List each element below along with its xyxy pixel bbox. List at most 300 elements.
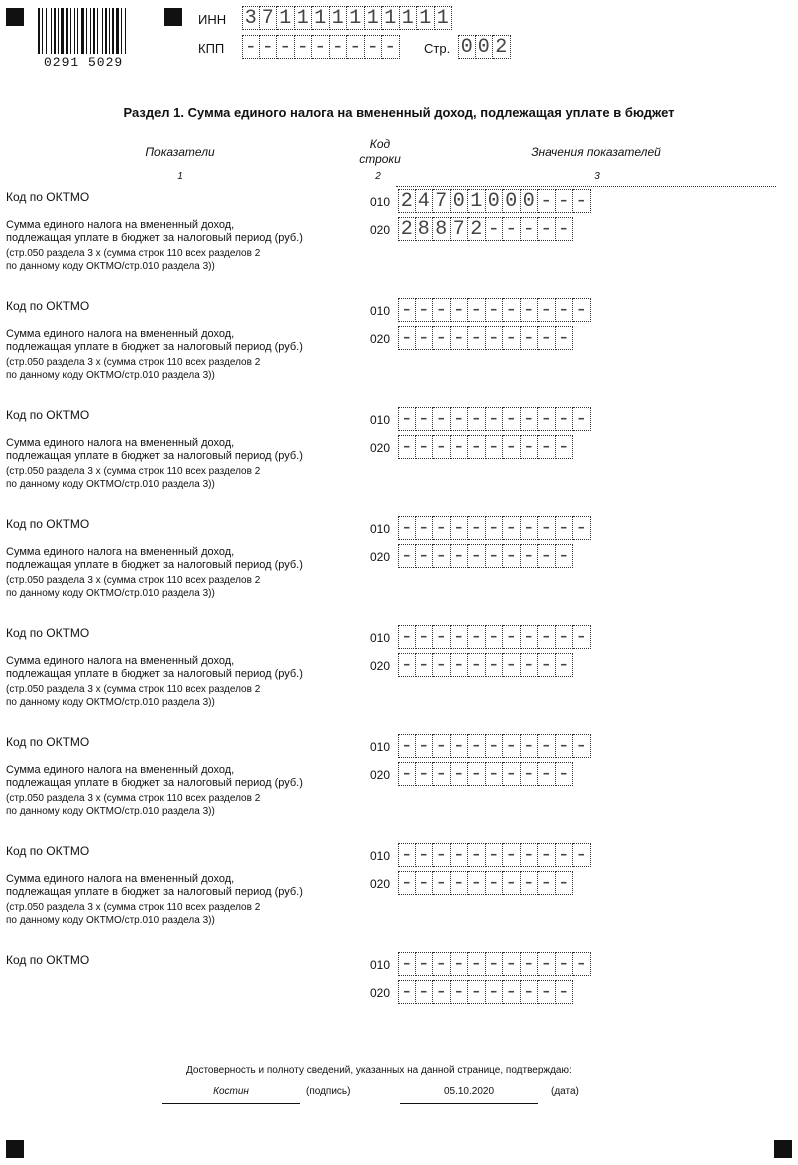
char-cell: - [556, 871, 574, 895]
row-code-020: 020 [370, 223, 391, 237]
char-cell: 0 [521, 189, 539, 213]
char-cell: - [521, 326, 539, 350]
char-cell: - [503, 407, 521, 431]
char-cell: - [451, 435, 469, 459]
char-cell: - [538, 653, 556, 677]
inn-label: ИНН [198, 12, 227, 27]
column-number-1: 1 [177, 171, 183, 182]
char-cell: - [573, 625, 591, 649]
char-cell: - [486, 326, 504, 350]
page-label: Стр. [424, 41, 451, 56]
char-cell: 1 [365, 6, 383, 30]
char-cell: - [416, 544, 434, 568]
sum-desc-line1: Сумма единого налога на вмененный доход, [6, 328, 235, 340]
sum-desc-line2: подлежащая уплате в бюджет за налоговый период (руб.) [6, 777, 303, 789]
char-cell: - [538, 762, 556, 786]
sum-desc-line1: Сумма единого налога на вмененный доход, [6, 764, 235, 776]
char-cell: - [468, 734, 486, 758]
char-cell: - [556, 653, 574, 677]
char-cell: - [398, 843, 416, 867]
char-cell: - [521, 625, 539, 649]
char-cell: - [451, 653, 469, 677]
sum-desc-line2: подлежащая уплате в бюджет за налоговый период (руб.) [6, 559, 303, 571]
sum-desc-line4: по данному коду ОКТМО/стр.010 раздела 3)) [6, 261, 215, 272]
char-cell: - [451, 544, 469, 568]
char-cell: - [468, 980, 486, 1004]
barcode-bar [61, 8, 64, 54]
tax-sum-field [398, 762, 573, 786]
char-cell: - [416, 326, 434, 350]
char-cell: - [573, 843, 591, 867]
char-cell: - [538, 952, 556, 976]
char-cell: - [521, 871, 539, 895]
char-cell: - [521, 298, 539, 322]
column-number-3: 3 [594, 171, 600, 182]
char-cell: 1 [347, 6, 365, 30]
char-cell: - [521, 952, 539, 976]
barcode-bar [46, 8, 47, 54]
char-cell: - [398, 298, 416, 322]
barcode-bar [121, 8, 122, 54]
char-cell: - [486, 762, 504, 786]
char-cell: 7 [451, 217, 469, 241]
column-number-2: 2 [375, 171, 381, 182]
sum-desc-line2: подлежащая уплате в бюджет за налоговый период (руб.) [6, 341, 303, 353]
row-code-010: 010 [370, 195, 391, 209]
char-cell: - [398, 762, 416, 786]
char-cell: - [277, 35, 295, 59]
barcode-bar [93, 8, 95, 54]
row-code-020: 020 [370, 550, 391, 564]
char-cell: 1 [295, 6, 313, 30]
barcode-bar [86, 8, 87, 54]
corner-marker-bottom-left [6, 1140, 24, 1158]
sum-desc-line2: подлежащая уплате в бюджет за налоговый период (руб.) [6, 450, 303, 462]
char-cell: - [416, 980, 434, 1004]
date-line [400, 1103, 538, 1104]
barcode [38, 8, 142, 58]
char-cell: - [538, 544, 556, 568]
oktmo-label: Код по ОКТМО [6, 735, 90, 749]
barcode-bar [54, 8, 56, 54]
char-cell: - [398, 980, 416, 1004]
char-cell: - [503, 544, 521, 568]
char-cell: - [398, 952, 416, 976]
tax-sum-field [398, 435, 573, 459]
char-cell: - [573, 407, 591, 431]
corner-marker-bottom-right [774, 1140, 792, 1158]
row-code-020: 020 [370, 768, 391, 782]
char-cell: - [260, 35, 278, 59]
oktmo-field [398, 625, 591, 649]
row-code-020: 020 [370, 877, 391, 891]
barcode-bars [38, 8, 142, 58]
char-cell: - [521, 217, 539, 241]
char-cell: 1 [330, 6, 348, 30]
row-code-020: 020 [370, 986, 391, 1000]
char-cell: - [486, 843, 504, 867]
char-cell: - [486, 544, 504, 568]
char-cell: - [398, 516, 416, 540]
char-cell: - [538, 843, 556, 867]
char-cell: - [503, 298, 521, 322]
char-cell: - [433, 435, 451, 459]
char-cell: - [330, 35, 348, 59]
char-cell: - [503, 625, 521, 649]
tax-sum-field [398, 980, 573, 1004]
char-cell: - [556, 980, 574, 1004]
confirmation-text: Достоверность и полноту сведений, указанных на данной странице, подтверждаю: [186, 1065, 572, 1076]
char-cell: - [521, 544, 539, 568]
char-cell: - [573, 516, 591, 540]
tax-sum-field [398, 217, 573, 241]
char-cell: - [365, 35, 383, 59]
char-cell: - [503, 734, 521, 758]
oktmo-label: Код по ОКТМО [6, 299, 90, 313]
char-cell: 0 [476, 35, 494, 59]
char-cell: - [503, 326, 521, 350]
row-code-020: 020 [370, 332, 391, 346]
char-cell: - [416, 952, 434, 976]
char-cell: - [556, 762, 574, 786]
char-cell: - [398, 326, 416, 350]
char-cell: - [451, 407, 469, 431]
char-cell: - [451, 516, 469, 540]
char-cell: 8 [433, 217, 451, 241]
oktmo-field [398, 843, 591, 867]
row-code-010: 010 [370, 958, 391, 972]
char-cell: - [538, 980, 556, 1004]
char-cell: - [573, 734, 591, 758]
char-cell: - [416, 625, 434, 649]
tax-sum-field [398, 653, 573, 677]
sum-desc-line1: Сумма единого налога на вмененный доход, [6, 873, 235, 885]
char-cell: - [486, 734, 504, 758]
char-cell: - [468, 871, 486, 895]
sum-desc-line1: Сумма единого налога на вмененный доход, [6, 219, 235, 231]
char-cell: 1 [400, 6, 418, 30]
char-cell: - [468, 435, 486, 459]
char-cell: - [503, 952, 521, 976]
char-cell: - [433, 544, 451, 568]
oktmo-field [398, 189, 591, 213]
sum-desc-line1: Сумма единого налога на вмененный доход, [6, 546, 235, 558]
barcode-bar [51, 8, 52, 54]
date-value: 05.10.2020 [443, 1086, 495, 1097]
barcode-bar [112, 8, 114, 54]
char-cell: - [556, 544, 574, 568]
char-cell: 1 [382, 6, 400, 30]
sum-desc-line4: по данному коду ОКТМО/стр.010 раздела 3)) [6, 806, 215, 817]
sum-desc-line2: подлежащая уплате в бюджет за налоговый период (руб.) [6, 668, 303, 680]
char-cell: - [416, 298, 434, 322]
char-cell: - [433, 843, 451, 867]
char-cell: 2 [468, 217, 486, 241]
char-cell: - [468, 625, 486, 649]
char-cell: - [556, 952, 574, 976]
char-cell: - [556, 298, 574, 322]
char-cell: - [538, 516, 556, 540]
sum-desc-line4: по данному коду ОКТМО/стр.010 раздела 3)) [6, 915, 215, 926]
char-cell: 0 [486, 189, 504, 213]
char-cell: 1 [312, 6, 330, 30]
row-code-010: 010 [370, 413, 391, 427]
char-cell: - [468, 516, 486, 540]
oktmo-field [398, 952, 591, 976]
char-cell: 1 [468, 189, 486, 213]
sum-desc-line3: (стр.050 раздела 3 х (сумма строк 110 всех разделов 2 [6, 248, 261, 259]
oktmo-field [398, 298, 591, 322]
char-cell: - [468, 653, 486, 677]
char-cell: 0 [458, 35, 476, 59]
barcode-bar [70, 8, 71, 54]
column-code-header-line2: строки [359, 152, 401, 166]
corner-marker-top-mid [164, 8, 182, 26]
char-cell: - [398, 407, 416, 431]
signature-caption: (подпись) [306, 1086, 351, 1097]
barcode-bar [125, 8, 126, 54]
sum-desc-line3: (стр.050 раздела 3 х (сумма строк 110 всех разделов 2 [6, 684, 261, 695]
char-cell: - [573, 298, 591, 322]
oktmo-label: Код по ОКТМО [6, 844, 90, 858]
char-cell: - [433, 734, 451, 758]
barcode-bar [109, 8, 110, 54]
char-cell: - [468, 762, 486, 786]
sum-desc-line2: подлежащая уплате в бюджет за налоговый период (руб.) [6, 886, 303, 898]
char-cell: - [468, 843, 486, 867]
char-cell: - [503, 871, 521, 895]
char-cell: - [556, 625, 574, 649]
char-cell: - [312, 35, 330, 59]
char-cell: - [486, 625, 504, 649]
signer-name: Костин [213, 1086, 249, 1097]
char-cell: - [503, 843, 521, 867]
char-cell: - [451, 734, 469, 758]
char-cell: - [521, 843, 539, 867]
char-cell: - [295, 35, 313, 59]
char-cell: - [486, 217, 504, 241]
sum-desc-line1: Сумма единого налога на вмененный доход, [6, 655, 235, 667]
row-code-010: 010 [370, 304, 391, 318]
char-cell: - [433, 980, 451, 1004]
char-cell: - [521, 516, 539, 540]
char-cell: - [416, 843, 434, 867]
char-cell: - [486, 407, 504, 431]
char-cell: - [416, 871, 434, 895]
char-cell: 0 [503, 189, 521, 213]
signature-line [162, 1103, 300, 1104]
char-cell: - [433, 516, 451, 540]
char-cell: - [468, 544, 486, 568]
oktmo-label: Код по ОКТМО [6, 626, 90, 640]
char-cell: - [242, 35, 260, 59]
char-cell: - [556, 326, 574, 350]
char-cell: 7 [260, 6, 278, 30]
barcode-bar [66, 8, 68, 54]
char-cell: 1 [417, 6, 435, 30]
char-cell: - [451, 843, 469, 867]
char-cell: - [556, 516, 574, 540]
char-cell: 2 [493, 35, 511, 59]
barcode-bar [105, 8, 107, 54]
sum-desc-line4: по данному коду ОКТМО/стр.010 раздела 3)) [6, 588, 215, 599]
char-cell: - [433, 326, 451, 350]
tax-sum-field [398, 544, 573, 568]
oktmo-label: Код по ОКТМО [6, 190, 90, 204]
sum-desc-line4: по данному коду ОКТМО/стр.010 раздела 3)) [6, 479, 215, 490]
char-cell: - [416, 734, 434, 758]
char-cell: - [451, 625, 469, 649]
tax-sum-field [398, 326, 573, 350]
char-cell: - [398, 653, 416, 677]
barcode-bar [102, 8, 103, 54]
barcode-bar [116, 8, 119, 54]
char-cell: - [433, 625, 451, 649]
char-cell: - [382, 35, 400, 59]
char-cell: - [556, 189, 574, 213]
char-cell: - [521, 762, 539, 786]
column-indicators-header: Показатели [145, 145, 215, 159]
char-cell: - [521, 734, 539, 758]
char-cell: - [486, 516, 504, 540]
oktmo-field [398, 516, 591, 540]
char-cell: - [433, 952, 451, 976]
char-cell: - [503, 762, 521, 786]
char-cell: - [433, 653, 451, 677]
char-cell: - [451, 762, 469, 786]
column-code-header-line1: Код [369, 137, 391, 151]
char-cell: - [347, 35, 365, 59]
char-cell: - [521, 980, 539, 1004]
char-cell: - [521, 435, 539, 459]
char-cell: - [451, 952, 469, 976]
char-cell: - [398, 871, 416, 895]
char-cell: - [503, 217, 521, 241]
section-title: Раздел 1. Сумма единого налога на вмененный доход, подлежащая уплате в бюджет [123, 105, 675, 120]
row-code-010: 010 [370, 740, 391, 754]
char-cell: - [538, 435, 556, 459]
char-cell: - [433, 871, 451, 895]
sum-desc-line3: (стр.050 раздела 3 х (сумма строк 110 всех разделов 2 [6, 575, 261, 586]
char-cell: - [433, 407, 451, 431]
kpp-field [242, 35, 400, 59]
char-cell: - [556, 843, 574, 867]
char-cell: - [538, 189, 556, 213]
column-values-header: Значения показателей [531, 145, 661, 159]
char-cell: - [433, 762, 451, 786]
barcode-bar [81, 8, 84, 54]
barcode-bar [42, 8, 43, 54]
char-cell: - [398, 435, 416, 459]
barcode-bar [77, 8, 78, 54]
sum-desc-line3: (стр.050 раздела 3 х (сумма строк 110 всех разделов 2 [6, 793, 261, 804]
char-cell: - [468, 407, 486, 431]
char-cell: - [538, 326, 556, 350]
barcode-bar [90, 8, 91, 54]
char-cell: - [451, 326, 469, 350]
sum-desc-line1: Сумма единого налога на вмененный доход, [6, 437, 235, 449]
char-cell: - [451, 871, 469, 895]
char-cell: - [416, 762, 434, 786]
tax-sum-field [398, 871, 573, 895]
row-code-010: 010 [370, 849, 391, 863]
row-code-010: 010 [370, 631, 391, 645]
char-cell: 2 [398, 217, 416, 241]
char-cell: - [503, 653, 521, 677]
char-cell: 3 [242, 6, 260, 30]
char-cell: - [451, 980, 469, 1004]
char-cell: 2 [398, 189, 416, 213]
page-number-field [458, 35, 511, 59]
oktmo-field [398, 734, 591, 758]
char-cell: - [468, 952, 486, 976]
barcode-number: 0291 5029 [44, 55, 124, 70]
char-cell: - [573, 189, 591, 213]
char-cell: 1 [435, 6, 453, 30]
char-cell: - [538, 217, 556, 241]
char-cell: - [538, 298, 556, 322]
oktmo-label: Код по ОКТМО [6, 408, 90, 422]
char-cell: - [556, 407, 574, 431]
char-cell: - [468, 326, 486, 350]
char-cell: 4 [416, 189, 434, 213]
char-cell: - [521, 653, 539, 677]
sum-desc-line3: (стр.050 раздела 3 х (сумма строк 110 всех разделов 2 [6, 357, 261, 368]
char-cell: - [416, 516, 434, 540]
corner-marker-top-left [6, 8, 24, 26]
char-cell: - [503, 516, 521, 540]
char-cell: - [503, 980, 521, 1004]
header-rule [396, 186, 776, 187]
sum-desc-line3: (стр.050 раздела 3 х (сумма строк 110 всех разделов 2 [6, 902, 261, 913]
char-cell: - [538, 625, 556, 649]
char-cell: - [486, 952, 504, 976]
sum-desc-line4: по данному коду ОКТМО/стр.010 раздела 3)) [6, 697, 215, 708]
char-cell: - [416, 407, 434, 431]
char-cell: - [398, 625, 416, 649]
char-cell: - [556, 435, 574, 459]
char-cell: - [521, 407, 539, 431]
row-code-020: 020 [370, 659, 391, 673]
char-cell: - [468, 298, 486, 322]
kpp-label: КПП [198, 41, 225, 56]
char-cell: - [416, 653, 434, 677]
char-cell: - [451, 298, 469, 322]
inn-field [242, 6, 452, 30]
char-cell: - [573, 952, 591, 976]
char-cell: - [398, 544, 416, 568]
char-cell: - [416, 435, 434, 459]
char-cell: 8 [416, 217, 434, 241]
row-code-020: 020 [370, 441, 391, 455]
barcode-bar [97, 8, 98, 54]
char-cell: - [486, 298, 504, 322]
row-code-010: 010 [370, 522, 391, 536]
char-cell: - [398, 734, 416, 758]
char-cell: - [433, 298, 451, 322]
char-cell: - [486, 980, 504, 1004]
char-cell: - [556, 217, 574, 241]
barcode-bar [74, 8, 75, 54]
char-cell: - [486, 653, 504, 677]
char-cell: - [486, 435, 504, 459]
sum-desc-line4: по данному коду ОКТМО/стр.010 раздела 3)) [6, 370, 215, 381]
char-cell: - [486, 871, 504, 895]
oktmo-label: Код по ОКТМО [6, 953, 90, 967]
barcode-bar [38, 8, 40, 54]
char-cell: 0 [451, 189, 469, 213]
oktmo-field [398, 407, 591, 431]
